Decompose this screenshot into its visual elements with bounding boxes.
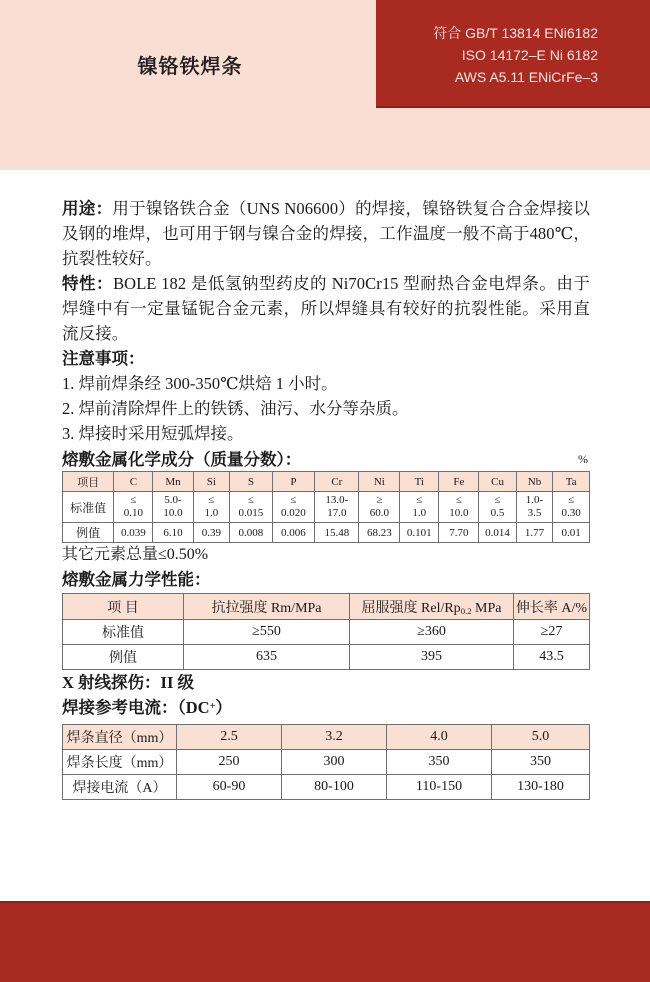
page-title: 镍铬铁焊条 <box>137 56 243 78</box>
notes-label: 注意事项： <box>62 349 145 368</box>
standard-line-1: 符合 GB/T 13814 ENi6182 <box>433 25 598 41</box>
table-header-row <box>63 725 590 750</box>
mech-ex-elongation: 43.5 <box>514 645 590 670</box>
mech-ex-yield: 395 <box>350 645 514 670</box>
footer-band <box>0 901 650 982</box>
table-row <box>63 750 590 775</box>
cur-current-3-2: 80-100 <box>282 775 387 800</box>
chem-std-mn: 5.0- 10.0 <box>153 492 193 523</box>
chem-std-ta: ≤ 0.30 <box>553 492 590 523</box>
chem-col-c: C <box>114 472 153 492</box>
table-row <box>63 775 590 800</box>
welding-current-table <box>62 724 590 800</box>
table-row <box>63 620 590 645</box>
cur-col-5-0: 5.0 <box>492 725 590 750</box>
table-row <box>63 645 590 670</box>
xray-inspection-line <box>62 670 590 695</box>
table-row <box>63 523 590 543</box>
mech-std-tensile: ≥550 <box>184 620 350 645</box>
cur-current-4-0: 110-150 <box>387 775 492 800</box>
standards-list <box>433 22 598 88</box>
mech-row-label-standard: 标准值 <box>63 620 184 645</box>
chem-col-s: S <box>230 472 273 492</box>
chem-col-ti: Ti <box>400 472 439 492</box>
cur-length-5-0: 350 <box>492 750 590 775</box>
chem-col-nb: Nb <box>516 472 553 492</box>
mech-ex-tensile: 635 <box>184 645 350 670</box>
chem-table-unit: % <box>578 452 588 466</box>
cur-current-5-0: 130-180 <box>492 775 590 800</box>
table-header-row <box>63 472 590 492</box>
note-item-3: 3. 焊接时采用短弧焊接。 <box>62 424 244 443</box>
chem-ex-fe: 7.70 <box>439 523 479 543</box>
chem-table-heading-row <box>62 448 590 471</box>
chem-table-heading: 熔敷金属化学成分（质量分数）： <box>62 450 302 469</box>
feature-text: BOLE 182 是低氢钠型药皮的 Ni70Cr15 型耐热合金电焊条。由于焊缝中有一定量锰铌合金元素，所以焊缝具有较好的抗裂性能。采用直流反接。 <box>62 274 590 343</box>
chem-col-ni: Ni <box>359 472 400 492</box>
chem-std-cu: ≤ 0.5 <box>479 492 516 523</box>
chem-ex-cr: 15.48 <box>315 523 359 543</box>
cur-col-3-2: 3.2 <box>282 725 387 750</box>
header-band <box>0 0 650 170</box>
mech-std-yield: ≥360 <box>350 620 514 645</box>
cur-col-2-5: 2.5 <box>177 725 282 750</box>
mech-col-item: 项 目 <box>63 594 184 620</box>
chem-std-p: ≤ 0.020 <box>272 492 315 523</box>
chem-col-p: P <box>272 472 315 492</box>
chem-col-item: 项目 <box>63 472 114 492</box>
cur-col-diameter: 焊条直径（mm） <box>63 725 177 750</box>
chem-ex-p: 0.006 <box>272 523 315 543</box>
chem-std-s: ≤ 0.015 <box>230 492 273 523</box>
chem-std-si: ≤ 1.0 <box>193 492 230 523</box>
xray-label: X 射线探伤： <box>62 673 161 692</box>
chem-ex-s: 0.008 <box>230 523 273 543</box>
cur-length-4-0: 350 <box>387 750 492 775</box>
polarity-plus-sign: + <box>209 700 216 712</box>
chem-row-label-example: 例值 <box>63 523 114 543</box>
chem-ex-ta: 0.01 <box>553 523 590 543</box>
chem-std-ti: ≤ 1.0 <box>400 492 439 523</box>
usage-paragraph <box>62 196 590 271</box>
chem-ex-cu: 0.014 <box>479 523 516 543</box>
chem-std-ni: ≥ 60.0 <box>359 492 400 523</box>
cur-length-3-2: 300 <box>282 750 387 775</box>
chem-ex-nb: 1.77 <box>516 523 553 543</box>
chem-col-cr: Cr <box>315 472 359 492</box>
mech-col-tensile: 抗拉强度 Rm/MPa <box>184 594 350 620</box>
chem-col-ta: Ta <box>553 472 590 492</box>
cur-col-4-0: 4.0 <box>387 725 492 750</box>
chem-col-cu: Cu <box>479 472 516 492</box>
standards-badge <box>376 0 650 108</box>
chem-std-fe: ≤ 10.0 <box>439 492 479 523</box>
standard-line-2: ISO 14172–E Ni 6182 <box>461 47 598 63</box>
cur-current-2-5: 60-90 <box>177 775 282 800</box>
feature-paragraph <box>62 271 590 346</box>
welding-current-label: 焊接参考电流：（DC+） <box>62 698 232 717</box>
mech-col-yield: 屈服强度 Rel/$Rp_{0.2}$ MPa <box>350 594 514 620</box>
xray-value: II 级 <box>160 673 195 692</box>
chem-std-cr: 13.0- 17.0 <box>315 492 359 523</box>
feature-label: 特性： <box>62 274 114 293</box>
cur-row-label-current: 焊接电流（A） <box>63 775 177 800</box>
chem-row-label-standard: 标准值 <box>63 492 114 523</box>
mechanical-properties-table <box>62 593 590 670</box>
chem-std-c: ≤ 0.10 <box>114 492 153 523</box>
chem-col-si: Si <box>193 472 230 492</box>
standard-line-3: AWS A5.11 ENiCrFe–3 <box>454 69 598 85</box>
chem-std-nb: 1.0- 3.5 <box>516 492 553 523</box>
chem-col-fe: Fe <box>439 472 479 492</box>
mech-std-elongation: ≥27 <box>514 620 590 645</box>
chem-ex-ni: 68.23 <box>359 523 400 543</box>
chem-col-mn: Mn <box>153 472 193 492</box>
chem-ex-ti: 0.101 <box>400 523 439 543</box>
note-item-2: 2. 焊前清除焊件上的铁锈、油污、水分等杂质。 <box>62 399 409 418</box>
cur-row-label-length: 焊条长度（mm） <box>63 750 177 775</box>
mech-row-label-example: 例值 <box>63 645 184 670</box>
chem-ex-mn: 6.10 <box>153 523 193 543</box>
table-row <box>63 492 590 523</box>
note-item-1: 1. 焊前焊条经 300-350℃烘焙 1 小时。 <box>62 374 338 393</box>
usage-label: 用途： <box>62 199 113 218</box>
chemical-composition-table <box>62 471 590 543</box>
table-header-row <box>63 594 590 620</box>
chem-ex-si: 0.39 <box>193 523 230 543</box>
cur-length-2-5: 250 <box>177 750 282 775</box>
mech-col-elongation: 伸长率 A/% <box>514 594 590 620</box>
other-elements-note: 其它元素总量≤0.50% <box>62 546 209 563</box>
usage-text: 用于镍铬铁合金（UNS N06600）的焊接，镍铬铁复合合金焊接以及钢的堆焊，也可用于钢与镍合金的焊接，工作温度一般不高于480℃，抗裂性较好。 <box>62 199 590 268</box>
mech-table-heading: 熔敷金属力学性能： <box>62 570 211 589</box>
document-content <box>62 196 590 800</box>
chem-ex-c: 0.039 <box>114 523 153 543</box>
